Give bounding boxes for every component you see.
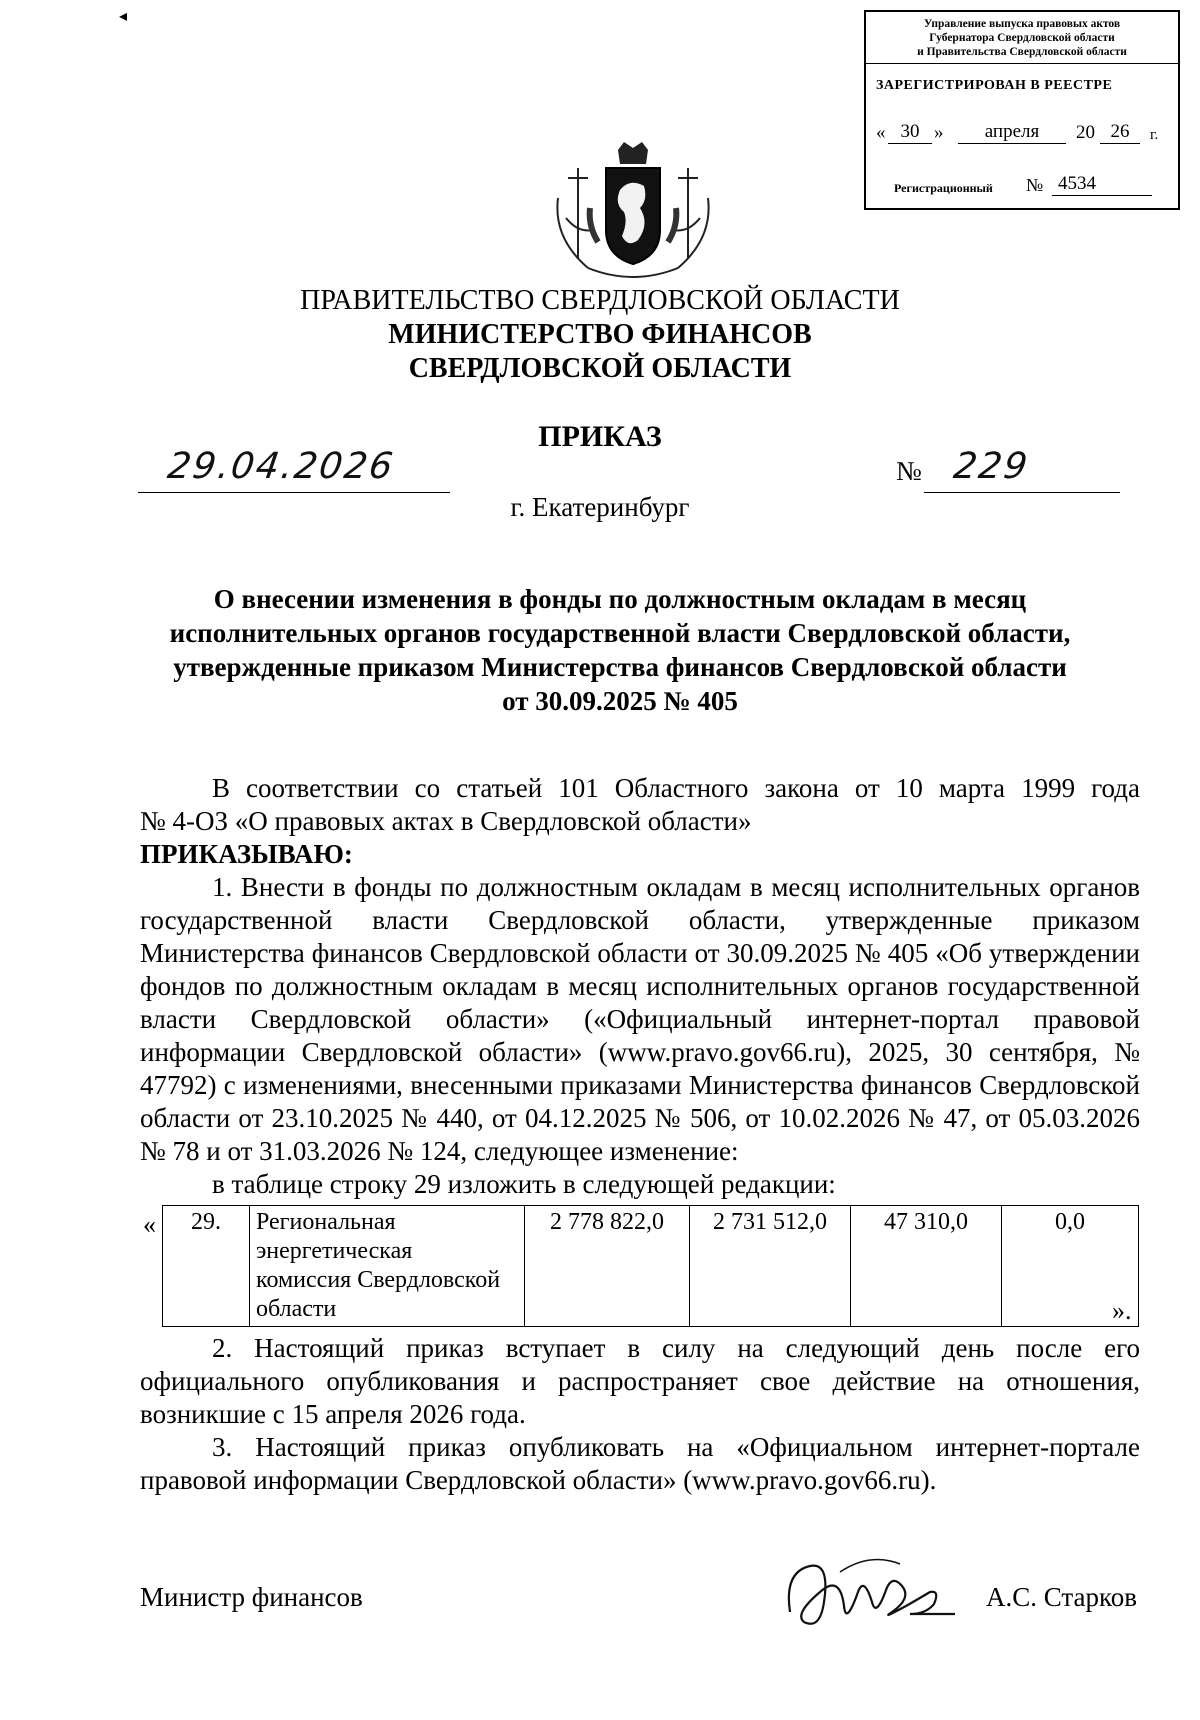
order-word: ПРИКАЗЫВАЮ: xyxy=(140,839,353,869)
subject-line4: от 30.09.2025 № 405 xyxy=(502,686,738,716)
stamp-number-sign: № xyxy=(1026,175,1044,195)
document-body-continued xyxy=(140,1332,1140,1497)
signatory-name: А.С. Старков xyxy=(986,1582,1138,1612)
preamble-line1: В соответствии со статьей 101 Областного закона от 10 марта 1999 года xyxy=(212,773,1140,803)
number-field xyxy=(924,448,1120,493)
agency-name-line1: Региональная xyxy=(256,1209,396,1235)
handwritten-date: 29.04.2026 xyxy=(165,446,398,487)
stamp-year-suffix: 26 xyxy=(1100,121,1140,144)
subject-line1: О внесении изменения в фонды по должностным окладам в месяц xyxy=(213,584,1027,614)
stamp-quote-close: » xyxy=(934,122,944,143)
row-fund-col4: 2 731 512,0 xyxy=(690,1206,851,1327)
replacement-table xyxy=(162,1205,1139,1327)
subject-line2: исполнительных органов государственной власти Свердловской области, xyxy=(169,618,1071,648)
stamp-quote-open: « xyxy=(876,122,886,143)
table-quote-open: « xyxy=(143,1210,156,1239)
stamp-header-line3: и Правительства Свердловской области xyxy=(917,46,1127,58)
city: г. Екатеринбург xyxy=(510,492,690,522)
stamp-header xyxy=(866,12,1178,64)
stamp-day: 30 xyxy=(888,121,932,144)
stamp-year-unit: г. xyxy=(1150,127,1159,143)
number-sign: № xyxy=(896,456,922,486)
stamp-reg-label: Регистрационный xyxy=(894,181,993,195)
subject-line3: утвержденные приказом Министерства финансов Свердловской области xyxy=(173,652,1067,682)
ministry-title-line1: МИНИСТЕРСТВО ФИНАНСОВ xyxy=(388,319,812,350)
scan-mark: ◂ xyxy=(119,8,128,25)
row-number: 29. xyxy=(163,1206,250,1327)
stamp-date-row xyxy=(876,118,1176,148)
stamp-number-row xyxy=(894,170,1164,200)
stamp-registered-label: ЗАРЕГИСТРИРОВАН В РЕЕСТРЕ xyxy=(876,78,1113,93)
stamp-reg-number: 4534 xyxy=(1052,173,1152,196)
stamp-month: апреля xyxy=(958,121,1066,144)
handwritten-signature xyxy=(780,1552,960,1638)
agency-name-line2: энергетическая xyxy=(256,1238,413,1264)
item-3: 3. Настоящий приказ опубликовать на «Официальном интернет-портале правовой информации Свердловской области» (www.pravo.gov66.ru). xyxy=(140,1432,1140,1495)
handwritten-number: 229 xyxy=(951,446,1032,487)
row-agency-name xyxy=(250,1206,525,1327)
preamble-line2: № 4-ОЗ «О правовых актах в Свердловской области» xyxy=(140,806,752,836)
stamp-year-prefix: 20 xyxy=(1076,122,1095,143)
table-intro: в таблице строку 29 изложить в следующей редакции: xyxy=(212,1169,836,1199)
table-row xyxy=(163,1206,1139,1327)
agency-name-line4: области xyxy=(256,1296,337,1322)
registration-stamp xyxy=(864,10,1180,210)
signatory-position: Министр финансов xyxy=(140,1582,363,1612)
stamp-header-line2: Губернатора Свердловской области xyxy=(929,32,1115,44)
document-type: ПРИКАЗ xyxy=(538,420,662,453)
row-fund-col6: 0,0 xyxy=(1002,1206,1139,1327)
ministry-title-line2: СВЕРДЛОВСКОЙ ОБЛАСТИ xyxy=(408,353,792,384)
stamp-header-line1: Управление выпуска правовых актов xyxy=(923,18,1121,30)
item-2: 2. Настоящий приказ вступает в силу на следующий день после его официального опубликования и распространяет свое действие на отношения, возникшие с 15 апреля 2026 года. xyxy=(140,1333,1140,1429)
row-fund-total: 2 778 822,0 xyxy=(525,1206,690,1327)
agency-name-line3: комиссия Свердловской xyxy=(256,1267,501,1293)
document-body xyxy=(140,772,1140,1201)
table-quote-close: ». xyxy=(1112,1296,1132,1325)
row-fund-col5: 47 310,0 xyxy=(851,1206,1002,1327)
document-subject xyxy=(120,582,1120,718)
coat-of-arms-emblem xyxy=(548,138,718,288)
date-field xyxy=(138,448,450,493)
government-title: ПРАВИТЕЛЬСТВО СВЕРДЛОВСКОЙ ОБЛАСТИ xyxy=(300,285,900,316)
item-1: 1. Внести в фонды по должностным окладам в месяц исполнительных органов государственной власти Свердловской области, утвержденные приказом Министерства финансов Свердловской области от 30.09.2025 № 405 «Об утверждении фондов по должностным окладам в месяц исполнительных органов государственной власти Свердловской области» («Официальный интернет-портал правовой информации Свердловской области» (www.pravo.gov66.ru), 2025, 30 сентября, № 47792) с изменениями, внесенными приказами Министерства финансов Свердловской области от 23.10.2025 № 440, от 04.12.2025 № 506, от 10.02.2026 № 47, от 05.03.2026 № 78 и от 31.03.2026 № 124, следующее изменение: xyxy=(140,872,1140,1166)
